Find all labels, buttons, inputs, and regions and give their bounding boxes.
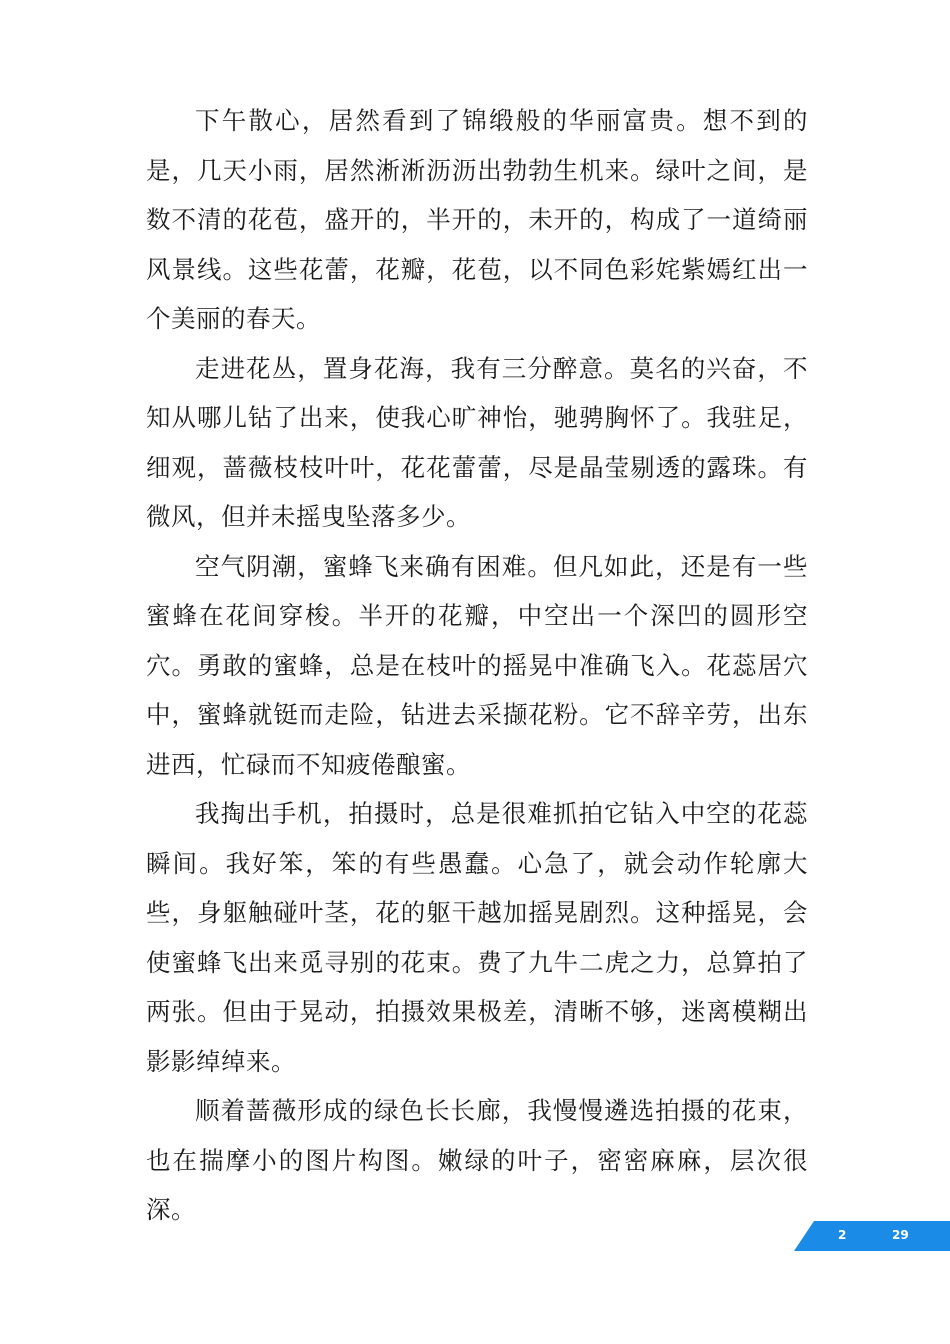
current-page-number: 2 — [838, 1228, 847, 1242]
paragraph-5: 顺着蔷薇形成的绿色长长廊，我慢慢遴选拍摄的花束，也在揣摩小的图片构图。嫩绿的叶子，密密麻麻，层次很深。 — [146, 1096, 808, 1224]
paragraph-2: 走进花丛，置身花海，我有三分醉意。莫名的兴奋，不知从哪儿钻了出来，使我心旷神怡，驰骋胸怀了。我驻足，细观，蔷薇枝枝叶叶，花花蕾蕾，尽是晶莹剔透的露珠。有微风，但并未摇曳坠落多少。 — [146, 353, 808, 531]
page-tab-background — [794, 1221, 950, 1251]
document-body — [146, 96, 808, 1235]
paragraph-3: 空气阴潮，蜜蜂飞来确有困难。但凡如此，还是有一些蜜蜂在花间穿梭。半开的花瓣，中空出一个深凹的圆形空穴。勇敢的蜜蜂，总是在枝叶的摇晃中准确飞入。花蕊居穴中，蜜蜂就铤而走险，钻进去采撷花粉。它不辞辛劳，出东进西，忙碌而不知疲倦酿蜜。 — [146, 551, 808, 779]
total-pages-number: 29 — [892, 1228, 909, 1242]
paragraph-1: 下午散心，居然看到了锦缎般的华丽富贵。想不到的是，几天小雨，居然淅淅沥沥出勃勃生机来。绿叶之间，是数不清的花苞，盛开的，半开的，未开的，构成了一道绮丽风景线。这些花蕾，花瓣，花苞，以不同色彩姹紫嫣红出一个美丽的春天。 — [146, 106, 808, 333]
page-number-tab — [794, 1221, 950, 1251]
paragraph-4: 我掏出手机，拍摄时，总是很难抓拍它钻入中空的花蕊瞬间。我好笨，笨的有些愚蠢。心急了，就会动作轮廓大些，身躯触碰叶茎，花的躯干越加摇晃剧烈。这种摇晃，会使蜜蜂飞出来觅寻别的花束。费了九牛二虎之力，总算拍了两张。但由于晃动，拍摄效果极差，清晰不够，迷离模糊出影影绰绰来。 — [146, 799, 808, 1076]
